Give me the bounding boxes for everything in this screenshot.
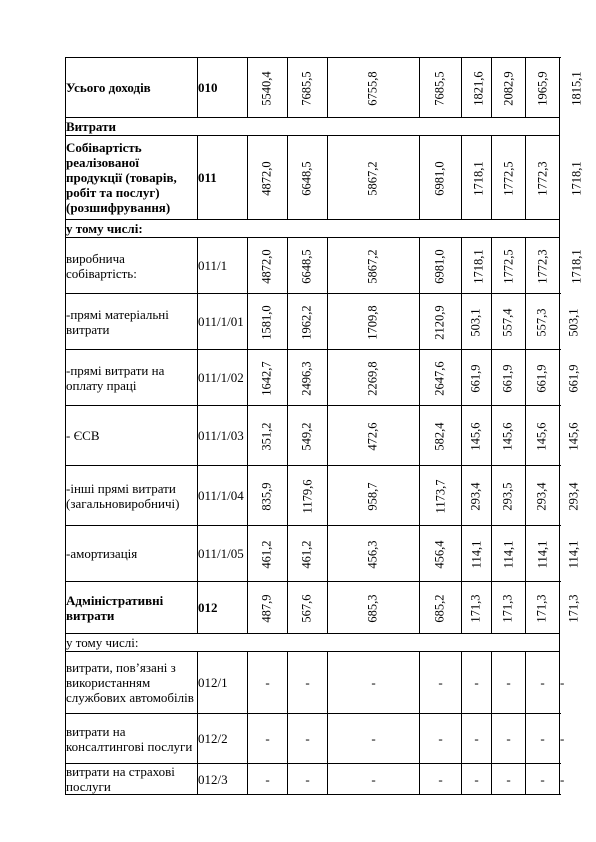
value-cell	[248, 58, 288, 118]
value-cell	[288, 526, 328, 582]
row-code: 012/2	[198, 714, 248, 764]
value-text: 2120,9	[433, 304, 447, 340]
value-text: 2082,9	[501, 70, 516, 106]
value-text: 171,3	[501, 593, 515, 623]
row-label: -інші прямі витрати (загальновиробничі)	[66, 466, 198, 526]
value-text: 4872,0	[260, 160, 274, 196]
value-text: 661,9	[566, 363, 581, 393]
value-text: 661,9	[535, 363, 549, 393]
value-text: 293,4	[535, 481, 549, 511]
value-text: 5540,4	[260, 70, 274, 106]
value-cell	[328, 466, 420, 526]
value-cell	[420, 58, 462, 118]
value-cell	[248, 582, 288, 634]
value-text: 1962,2	[300, 304, 314, 340]
value-cell-empty: -	[492, 714, 526, 764]
value-cell	[526, 136, 560, 220]
value-cell	[248, 466, 288, 526]
value-cell	[328, 406, 420, 466]
value-text: 145,6	[501, 421, 515, 451]
value-text: 1718,1	[471, 248, 486, 284]
value-cell-empty: -	[526, 764, 560, 795]
table-row	[66, 406, 560, 466]
value-text: 582,4	[433, 421, 447, 451]
value-cell	[288, 294, 328, 350]
value-cell	[288, 350, 328, 406]
value-text: 685,3	[366, 593, 380, 623]
financial-table	[65, 57, 584, 795]
value-text: 567,6	[300, 593, 314, 623]
value-text: 557,3	[535, 307, 549, 337]
value-text: 145,6	[469, 421, 483, 451]
value-cell	[462, 350, 492, 406]
value-cell	[420, 136, 462, 220]
value-text: 293,4	[469, 481, 483, 511]
value-cell	[492, 582, 526, 634]
table-row	[66, 294, 560, 350]
value-cell	[248, 294, 288, 350]
row-code: 011/1/01	[198, 294, 248, 350]
value-cell	[288, 466, 328, 526]
value-text: 114,1	[534, 540, 549, 568]
value-cell	[420, 294, 462, 350]
table-row	[66, 526, 560, 582]
value-cell	[462, 238, 492, 294]
row-label: Адміністративні витрати	[66, 582, 198, 634]
value-cell	[288, 406, 328, 466]
value-text: 6981,0	[433, 248, 447, 284]
value-text: 503,1	[469, 307, 483, 337]
value-cell	[328, 294, 420, 350]
value-cell	[420, 526, 462, 582]
value-cell	[288, 238, 328, 294]
value-cell	[462, 58, 492, 118]
row-code: 011/1/04	[198, 466, 248, 526]
value-cell	[492, 58, 526, 118]
value-cell	[492, 406, 526, 466]
value-cell	[462, 294, 492, 350]
value-cell	[328, 238, 420, 294]
row-label: -прямі витрати на оплату праці	[66, 350, 198, 406]
value-text: 1772,5	[501, 248, 516, 284]
value-text: 171,3	[535, 593, 549, 623]
value-cell	[526, 526, 560, 582]
value-text: 685,2	[433, 593, 447, 623]
section-label: Витрати	[66, 118, 560, 136]
value-cell	[288, 58, 328, 118]
value-cell-empty: -	[462, 764, 492, 795]
value-text: 6755,8	[366, 70, 380, 106]
value-text: 7685,5	[433, 70, 447, 106]
value-cell-empty: -	[526, 652, 560, 714]
value-text: 6648,5	[300, 160, 314, 196]
value-text: 145,6	[566, 421, 581, 451]
row-label: -амортизація	[66, 526, 198, 582]
value-text: 1173,7	[432, 479, 447, 513]
row-code: 011/1/02	[198, 350, 248, 406]
value-text: 171,3	[566, 593, 581, 623]
value-cell	[288, 582, 328, 634]
value-cell-empty: -	[526, 714, 560, 764]
value-text: 557,4	[501, 307, 515, 337]
value-text: 114,1	[468, 540, 483, 568]
table-body	[66, 58, 584, 795]
value-text: 461,2	[260, 539, 274, 569]
value-text: 7685,5	[300, 70, 314, 106]
value-cell-empty: -	[248, 764, 288, 795]
value-text: 1772,3	[535, 248, 550, 284]
value-text: 171,3	[469, 593, 483, 623]
value-cell	[526, 406, 560, 466]
row-code: 010	[198, 58, 248, 118]
row-code: 011/1/05	[198, 526, 248, 582]
value-cell-empty: -	[492, 652, 526, 714]
row-label: виробнича собівартість:	[66, 238, 198, 294]
row-label: - ЄСВ	[66, 406, 198, 466]
value-text: 661,9	[501, 363, 515, 393]
value-cell	[462, 136, 492, 220]
value-cell-empty: -	[248, 652, 288, 714]
value-text: 351,2	[260, 421, 274, 451]
value-cell	[462, 466, 492, 526]
value-text: 4872,0	[260, 248, 274, 284]
value-cell	[420, 238, 462, 294]
row-label: витрати на страхові послуги	[66, 764, 198, 795]
value-text: 145,6	[535, 421, 549, 451]
section-row	[66, 220, 560, 238]
value-cell	[492, 238, 526, 294]
section-row	[66, 118, 560, 136]
value-text: 472,6	[366, 421, 380, 451]
value-cell	[492, 294, 526, 350]
value-cell-empty: -	[328, 714, 420, 764]
value-text: 661,9	[469, 363, 483, 393]
value-text: 549,2	[300, 421, 314, 451]
value-cell	[420, 350, 462, 406]
value-text: 293,4	[566, 481, 581, 511]
row-code: 012/3	[198, 764, 248, 795]
value-text: 1581,0	[260, 304, 274, 340]
table-row	[66, 582, 560, 634]
value-cell	[526, 582, 560, 634]
value-cell	[248, 136, 288, 220]
value-text: 114,1	[566, 540, 581, 568]
value-text: 2496,3	[300, 360, 314, 396]
row-label: -прямі матеріальні витрати	[66, 294, 198, 350]
row-code: 012/1	[198, 652, 248, 714]
value-cell	[420, 582, 462, 634]
row-label: Усього доходів	[66, 58, 198, 118]
value-cell	[492, 466, 526, 526]
value-cell-empty: -	[288, 764, 328, 795]
value-cell	[328, 136, 420, 220]
value-cell-empty: -	[248, 714, 288, 764]
row-label: витрати на консалтингові послуги	[66, 714, 198, 764]
value-cell	[248, 406, 288, 466]
value-text: 1709,8	[366, 304, 380, 340]
value-text: 958,7	[366, 481, 380, 511]
value-text: 6981,0	[433, 160, 447, 196]
value-text: 114,1	[500, 540, 515, 568]
row-code: 011/1	[198, 238, 248, 294]
value-text: 1642,7	[260, 360, 274, 396]
table-row: витрати на консалтингові послуги 012/2 - - - - - - - -	[66, 714, 560, 764]
value-cell	[328, 350, 420, 406]
row-label: витрати, пов’язані з використанням службових автомобілів	[66, 652, 198, 714]
value-text: 1772,3	[535, 160, 550, 196]
value-cell	[420, 466, 462, 526]
value-cell	[328, 526, 420, 582]
table-row: витрати, пов’язані з використанням службових автомобілів 012/1 - - - - - - - -	[66, 652, 560, 714]
value-cell	[526, 294, 560, 350]
value-cell-empty: -	[288, 652, 328, 714]
value-text: 2647,6	[433, 360, 447, 396]
section-row	[66, 634, 560, 652]
table-row	[66, 58, 560, 118]
value-cell	[526, 466, 560, 526]
value-text: 1815,1	[569, 70, 584, 106]
value-text: 503,1	[566, 307, 581, 337]
table-row	[66, 350, 560, 406]
value-cell-empty: -	[420, 764, 462, 795]
value-cell-empty: -	[492, 764, 526, 795]
value-cell-empty: -	[462, 652, 492, 714]
value-cell	[526, 350, 560, 406]
value-text: 5867,2	[366, 248, 380, 284]
value-cell	[492, 350, 526, 406]
value-text: 1772,5	[501, 160, 516, 196]
value-cell-empty: -	[462, 714, 492, 764]
value-text: 835,9	[260, 481, 274, 511]
value-text: 456,4	[433, 539, 447, 569]
section-label: у тому числі:	[66, 220, 560, 238]
row-code: 011	[198, 136, 248, 220]
value-cell-empty: -	[328, 652, 420, 714]
value-text: 1965,9	[535, 70, 550, 106]
value-cell	[462, 582, 492, 634]
value-cell	[328, 58, 420, 118]
value-text: 1718,1	[569, 248, 584, 284]
value-cell	[462, 406, 492, 466]
value-cell	[526, 58, 560, 118]
value-text: 2269,8	[366, 360, 380, 396]
value-cell	[288, 136, 328, 220]
value-text: 5867,2	[366, 160, 380, 196]
value-cell	[492, 136, 526, 220]
value-cell	[248, 238, 288, 294]
value-text: 456,3	[366, 539, 380, 569]
value-cell-empty: -	[420, 652, 462, 714]
value-cell	[526, 238, 560, 294]
value-cell-empty: -	[288, 714, 328, 764]
section-label: у тому числі:	[66, 634, 560, 652]
value-text: 461,2	[300, 539, 314, 569]
value-text: 1821,6	[471, 70, 486, 106]
value-cell	[248, 350, 288, 406]
table-row	[66, 136, 560, 220]
table-row	[66, 466, 560, 526]
value-cell	[328, 582, 420, 634]
value-text: 1179,6	[299, 479, 314, 513]
value-text: 1718,1	[471, 160, 486, 196]
row-code: 011/1/03	[198, 406, 248, 466]
value-cell-empty: -	[420, 714, 462, 764]
row-label: Собівартість реалізованої продукції (товарів, робіт та послуг) (розшифрування)	[66, 136, 198, 220]
table-row	[66, 238, 560, 294]
value-text: 1718,1	[569, 160, 584, 196]
value-cell	[420, 406, 462, 466]
value-text: 293,5	[501, 481, 515, 511]
table-row: витрати на страхові послуги 012/3 - - - - - - - -	[66, 764, 565, 794]
value-text: 6648,5	[300, 248, 314, 284]
value-cell	[492, 526, 526, 582]
value-text: 487,9	[260, 593, 274, 623]
row-code: 012	[198, 582, 248, 634]
value-cell	[248, 526, 288, 582]
value-cell-empty: -	[328, 764, 420, 795]
value-cell	[462, 526, 492, 582]
